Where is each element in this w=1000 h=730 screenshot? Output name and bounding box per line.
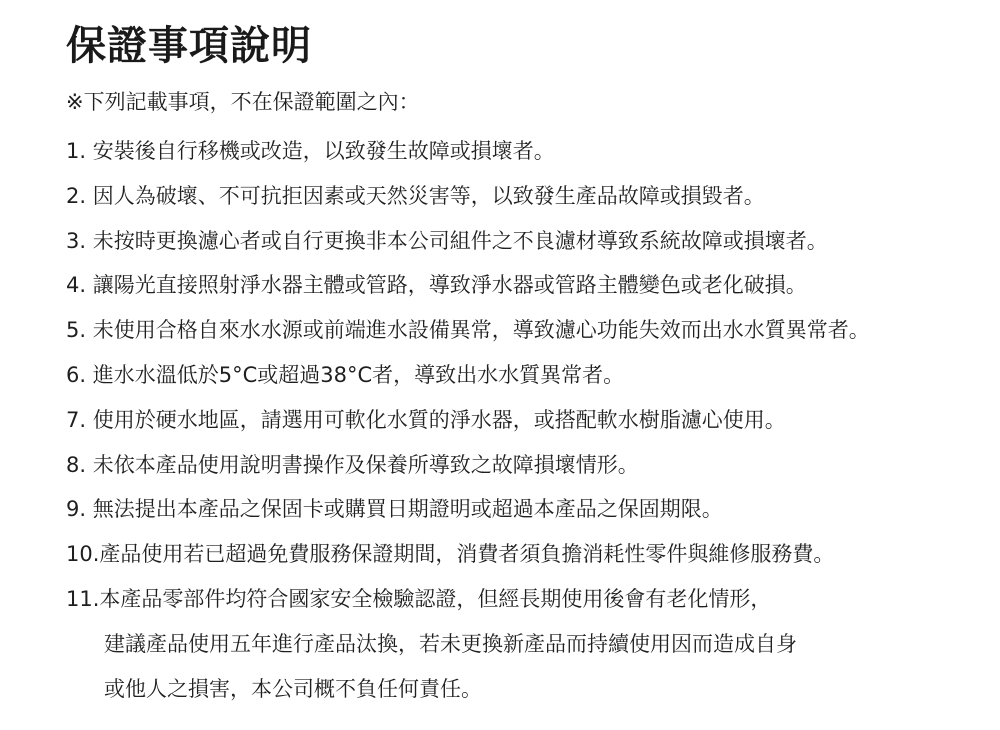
list-item [66,577,986,622]
item-text: 讓陽光直接照射淨水器主體或管路，導致淨水器或管路主體變色或老化破損。 [86,273,807,298]
item-text: 本產品零部件均符合國家安全檢驗認證，但經長期使用後會有老化情形， [99,586,772,611]
item-number: 7. [66,407,87,432]
item-number: 10. [66,542,100,567]
exclusion-list [66,129,986,711]
list-item [66,174,986,219]
list-item [66,129,986,174]
list-item [66,487,986,532]
list-item [66,353,986,398]
item-number: 2. [66,183,87,208]
item-text: 無法提出本產品之保固卡或購買日期證明或超過本產品之保固期限。 [86,497,723,522]
item-number: 1. [66,139,87,163]
item-text: 因人為破壞、不可抗拒因素或天然災害等，以致發生產品故障或損毀者。 [86,183,765,208]
item-number: 11. [66,586,100,611]
list-item-continuation: 建議產品使用五年進行產品汰換，若未更換新產品而持續使用因而造成自身 [104,631,797,656]
list-item [66,308,986,353]
item-number: 6. [66,362,87,387]
item-number: 8. [66,452,87,477]
list-item [66,398,986,443]
item-text: 未依本產品使用說明書操作及保養所導致之故障損壞情形。 [86,452,639,477]
item-number: 9. [66,497,87,522]
item-text: 產品使用若已超過免費服務保證期間，消費者須負擔消耗性零件與維修服務費。 [99,542,835,567]
item-number: 3. [66,228,87,253]
item-text: 進水水溫低於5°C或超過38°C者，導致出水水質異常者。 [86,362,625,387]
list-item-continuation: 或他人之損害，本公司概不負任何責任。 [104,676,482,701]
item-text: 使用於硬水地區，請選用可軟化水質的淨水器，或搭配軟水樹脂濾心使用。 [86,407,786,432]
list-item [66,532,986,577]
list-item [66,219,986,264]
item-text: 安裝後自行移機或改造，以致發生故障或損壞者。 [86,139,555,163]
page-title: 保證事項說明 [66,23,312,69]
list-item [66,263,986,308]
item-text: 未使用合格自來水水源或前端進水設備異常，導致濾心功能失效而出水水質異常者。 [86,318,870,343]
list-item [66,443,986,488]
item-number: 5. [66,318,87,343]
intro-note: ※下列記載事項，不在保證範圍之內： [66,90,420,114]
item-text: 未按時更換濾心者或自行更換非本公司組件之不良濾材導致系統故障或損壞者。 [86,228,828,253]
item-number: 4. [66,273,87,298]
